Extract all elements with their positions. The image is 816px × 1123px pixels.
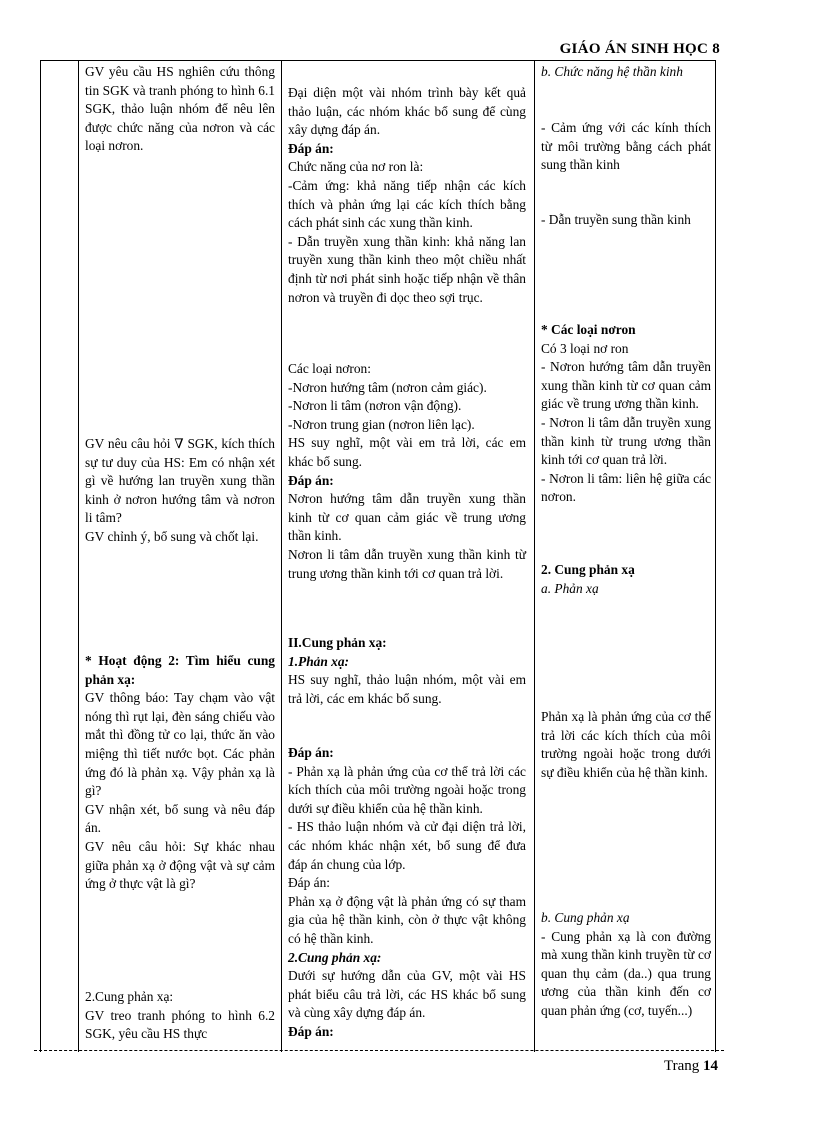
table-border-right — [715, 60, 716, 1052]
content-block-3 — [541, 211, 711, 230]
subsection-heading: 2.Cung phản xạ: — [288, 949, 382, 965]
student-text: - Dẫn truyền xung thần kinh: khả năng lan truyền xung thần kinh theo một chiều nhất định từ nơi phát sinh hoặc tiếp nhận về thân nơron và truyền đi dọc theo sợi trục. — [288, 233, 526, 305]
section-heading: II.Cung phản xạ: — [288, 635, 387, 650]
content-text: - Cảm ứng với các kính thích từ môi trường bằng cách phát sung thần kinh — [541, 120, 711, 173]
student-text: Đại diện một vài nhóm trình bày kết quả thảo luận, các nhóm khác bổ sung để cùng xây dựng đáp án. — [288, 85, 526, 138]
student-block-3 — [288, 634, 526, 708]
student-text: Nơron li tâm dẫn truyền xung thần kinh từ trung ương thần kinh tới cơ quan trả lời. — [288, 546, 526, 581]
page-number: 14 — [703, 1058, 718, 1074]
student-block-1 — [288, 84, 526, 307]
page-footer — [664, 1057, 718, 1076]
teacher-text: GV treo tranh phóng to hình 6.2 SGK, yêu cầu HS thực — [85, 1007, 275, 1042]
teacher-block-2 — [85, 435, 275, 547]
activity-2-heading: * Hoạt động 2: Tìm hiểu cung phản xạ: — [85, 653, 275, 687]
content-block-2 — [541, 119, 711, 175]
table-divider-2 — [281, 60, 282, 1052]
teacher-block-4 — [85, 988, 275, 1044]
student-block-2 — [288, 360, 526, 583]
student-text: HS suy nghĩ, một vài em trả lời, các em khác bổ sung. — [288, 435, 526, 469]
student-text: -Nơron hướng tâm (nơron cảm giác). — [288, 379, 487, 395]
student-text: Các loại nơron: — [288, 361, 371, 376]
content-text: - Nơron hướng tâm dẫn truyền xung thần kinh từ cơ quan cảm giác về trung ương thần kinh. — [541, 359, 711, 412]
content-text: Phản xạ là phản ứng của cơ thể trả lời các kích thích của môi trường ngoài hoặc trong dưới sự điều khiển của hệ thần kinh. — [541, 709, 711, 780]
content-block-1 — [541, 63, 711, 82]
student-text: -Nơron trung gian (nơron liên lạc). — [288, 416, 475, 432]
student-text: -Nơron li tâm (nơron vận động). — [288, 398, 462, 414]
table-divider-1 — [78, 60, 79, 1052]
teacher-block-1 — [85, 63, 275, 156]
content-text: - Cung phản xạ là con đường mà xung thần kinh truyền từ cơ quan thụ cảm (da..) qua trung ương của thần kinh đến cơ quan phản ứng (cơ, tuyến...) — [541, 928, 711, 1018]
student-text: - Phản xạ là phản ứng của cơ thể trả lời các kích thích của môi trường ngoài hoặc trong dưới sự điều khiển của hệ thần kinh. — [288, 763, 526, 816]
student-text: Dưới sự hướng dẫn của GV, một vài HS phát biểu câu trả lời, các HS khác bổ sung và cùng xây dựng đáp án. — [288, 968, 526, 1021]
teacher-text: GV nhận xét, bổ sung và nêu đáp án. — [85, 801, 275, 836]
answer-label: Đáp án: — [288, 1023, 334, 1039]
page-header-title: GIÁO ÁN SINH HỌC 8 — [559, 41, 720, 57]
page-label: Trang — [663, 1058, 700, 1074]
content-text: Có 3 loại nơ ron — [541, 340, 629, 356]
teacher-text: GV thông báo: Tay chạm vào vật nóng thì rụt lại, đèn sáng chiếu vào mắt thì đồng tử co lại, thức ăn vào miệng thì tiết nước bọt. Các phản ứng đó là phản xạ. Vậy phản xạ là gì? — [85, 690, 275, 799]
content-heading: b. Chức năng hệ thần kinh — [541, 64, 683, 79]
student-text: Phản xạ ở động vật là phản ứng có sự tham gia của hệ thần kinh, còn ở thực vật không có hệ thần kinh. — [288, 893, 526, 946]
student-text: -Cảm ứng: khả năng tiếp nhận các kích thích và phản ứng lại các kích thích bằng cách phát sinh các xung thần kinh. — [288, 177, 526, 231]
content-heading: b. Cung phản xạ — [541, 910, 630, 925]
teacher-text: 2.Cung phản xạ: — [85, 989, 174, 1004]
teacher-text: GV nêu câu hỏi ∇ SGK, kích thích sự tư duy của HS: Em có nhận xét gì về hướng lan truyền xung thần kinh ở nơron hướng tâm và nơron li tâm? — [85, 436, 275, 526]
content-text: - Nơron li tâm dẫn truyền xung thần kinh từ trung ương thần kinh tới cơ quan trả lời. — [541, 414, 711, 468]
student-block-4 — [288, 744, 526, 1042]
page-break-dashed-line — [34, 1050, 724, 1051]
answer-label: Đáp án: — [288, 472, 334, 488]
teacher-block-3 — [85, 652, 275, 894]
teacher-text: GV yêu cầu HS nghiên cứu thông tin SGK và tranh phóng to hình 6.1 SGK, thảo luận nhóm để nêu lên được chức năng của nơron và các loại nơron. — [85, 64, 275, 154]
teacher-text: GV nêu câu hỏi: Sự khác nhau giữa phản xạ ở động vật và sự cảm ứng ở thực vật là gì? — [85, 838, 275, 892]
answer-label: Đáp án: — [288, 875, 331, 891]
content-block-5 — [541, 561, 711, 598]
student-text: Nơron hướng tâm dẫn truyền xung thần kinh từ cơ quan cảm giác về trung ương thần kinh. — [288, 491, 526, 544]
content-block-4 — [541, 321, 711, 507]
table-divider-3 — [534, 60, 535, 1052]
lesson-table — [40, 60, 715, 1050]
content-block-7 — [541, 909, 711, 1021]
student-text: - HS thảo luận nhóm và cử đại diện trả lời, các nhóm khác nhận xét, bổ sung để đưa đáp án chung của lớp. — [288, 819, 526, 872]
table-top-border — [40, 60, 715, 61]
subsection-heading: 1.Phản xạ: — [288, 653, 350, 669]
table-border-left — [40, 60, 41, 1052]
teacher-text: GV chỉnh ý, bổ sung và chốt lại. — [85, 528, 259, 544]
content-text: - Nơron li tâm: liên hệ giữa các nơron. — [541, 470, 711, 505]
content-text: - Dẫn truyền sung thần kinh — [541, 212, 691, 227]
content-block-6 — [541, 708, 711, 782]
content-heading: * Các loại nơron — [541, 322, 636, 337]
content-heading: 2. Cung phản xạ — [541, 562, 635, 577]
student-text: Chức năng của nơ ron là: — [288, 159, 424, 175]
content-heading: a. Phản xạ — [541, 580, 599, 596]
student-text: HS suy nghĩ, thảo luận nhóm, một vài em trả lời, các em khác bổ sung. — [288, 672, 526, 706]
answer-label: Đáp án: — [288, 745, 334, 760]
answer-label: Đáp án: — [288, 140, 334, 156]
